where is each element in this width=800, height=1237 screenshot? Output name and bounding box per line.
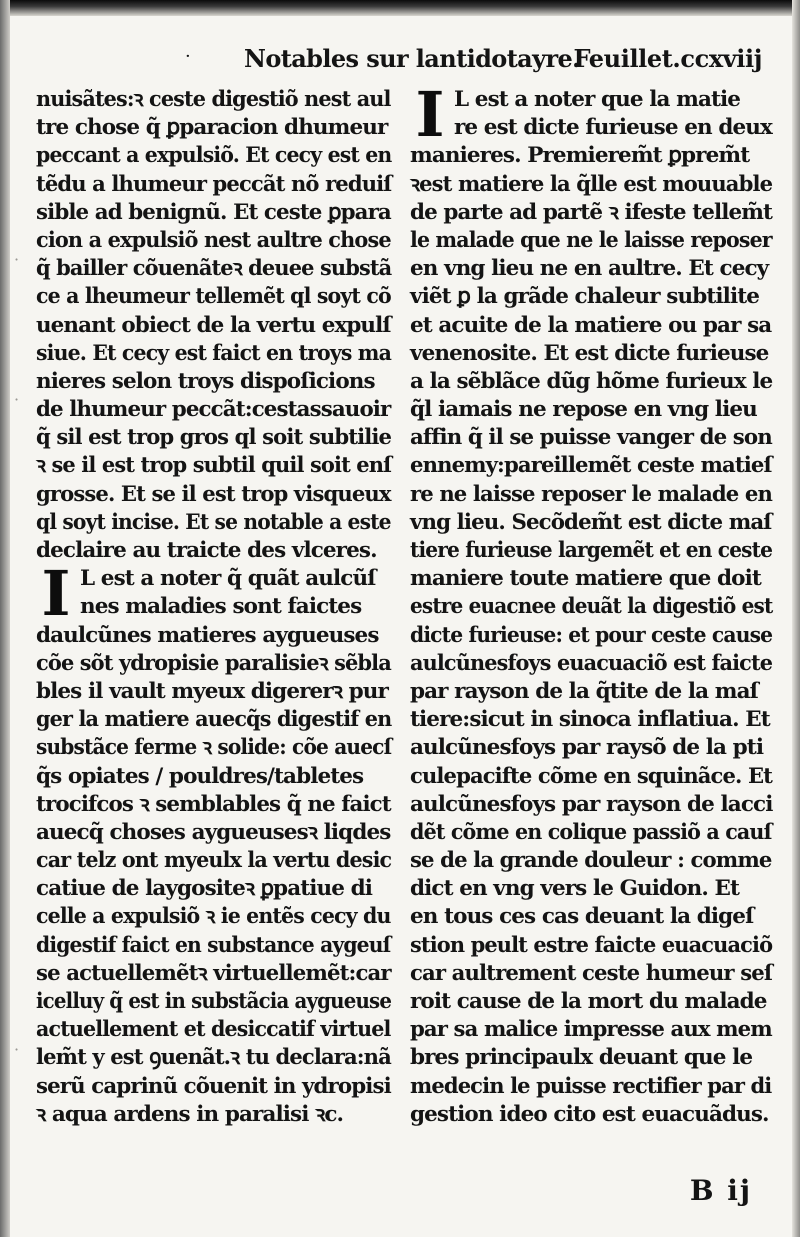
text-line: le malade que ne le laisse reposer [410,227,772,253]
text-line: ꝛ aqua ardens in paralisi ꝛc. [36,1101,344,1127]
text-line: q̃l iamais ne repose en vng lieu [410,397,757,423]
text-line: grosse. Et se il est trop visqueux [36,481,391,507]
right-column [410,78,773,1129]
text-line: L est a noter q̃ quãt aulcũſ [80,566,376,592]
text-line: aulcũnesfoys par raysõ de la pti [410,735,764,761]
right-paragraph-1-lines [410,142,772,1129]
text-line: lem̃t y est ꝯuenãt.ꝛ tu declara:nã [36,1045,391,1071]
text-line: daulcũnes matieres aygueuses [36,622,379,648]
scan-shadow-right [792,0,800,1237]
text-line: ꝛ se il est trop subtil quil soit enſ [36,453,392,479]
signature-mark: B ij [689,1174,752,1207]
text-line: se de la grande douleur : comme [410,848,772,874]
text-line: uenant obiect de la vertu expulſ [36,312,391,338]
text-line: medecin le puisse rectifier par di [410,1073,772,1099]
right-paragraph-1-indented-lines [410,78,772,151]
left-paragraph-2 [36,557,392,1129]
text-line: ger la matiere auecq̃s digestif en [36,707,392,733]
text-line: stion peult estre faicte euacuaciõ [410,932,773,958]
text-line: car telz ont myeulx la vertu desic [36,848,392,874]
text-line: digestif faict en substance aygeuſ [36,932,391,958]
text-line: nes maladies sont faictes [80,594,362,620]
left-paragraph-2-lines [36,622,391,1129]
text-line: affin q̃ il se puisse vanger de son [410,425,772,451]
margin-tick: · [14,250,20,269]
text-line: peccant a expulsiõ. Et cecy est en [36,143,392,169]
header-dot: · [185,46,191,67]
text-line: et acuite de la matiere ou par sa [410,312,772,338]
text-line: se actuellemẽtꝛ virtuellemẽt:car [36,960,391,986]
text-line: par sa malice impresse aux mem [410,1017,772,1043]
text-line: declaire au traicte des vlceres. [36,538,377,563]
text-line: q̃s opiates / pouldres/tabletes [36,763,364,789]
text-line: ql soyt incise. Et se notable a este [36,509,391,535]
folio-number: Feuillet.ccxviij [573,44,762,73]
text-line: en vng lieu ne en aultre. Et cecy [410,256,769,282]
text-line: L est a noter que la matie [454,87,741,112]
text-line: dẽt cõme en colique passiõ a cauſ [410,819,772,845]
left-column [36,86,391,1129]
text-line: dict en vng vers le Guidon. Et [410,876,740,902]
text-line: ennemy:pareillemẽt ceste matieſ [410,453,772,479]
text-line: siue. Et cecy est faict en troys ma [36,340,392,366]
text-line: dicte furieuse: et pour ceste cause [410,622,773,648]
scan-shadow-top [0,0,800,16]
text-line: cõe sõt ydropisie paralisieꝛ sẽbla [36,650,391,676]
text-line: ce a lheumeur tellemẽt ql soyt cõ [36,284,391,310]
text-line: tiere:sicut in sinoca inflatiua. Et [410,707,770,733]
left-paragraph-2-indented-lines [36,557,391,631]
text-line: tre chose q̃ ꝑparacion dhumeur [36,115,388,141]
text-line: icelluy q̃ est in substãcia aygueuse [36,989,392,1014]
text-line: en tous ces cas deuant la digeſ [410,904,754,930]
margin-tick: · [14,390,20,409]
text-line: viẽt ꝑ la grãde chaleur subtilite [410,284,760,310]
text-line: tiere furieuse largemẽt et en ceste [410,538,773,563]
text-line: gestion ideo cito est euacuãdus. [410,1101,769,1127]
text-line: q̃ sil est trop gros ql soit subtilie [36,425,392,451]
text-line: manieres. Premierem̃t ꝑprem̃t [410,143,750,169]
text-line: bles il vault myeux digererꝛ pur [36,678,388,704]
text-line: venenosite. Et est dicte furieuse [410,340,769,366]
running-title: Notables sur lantidotayre. [244,44,580,73]
text-line: de parte ad partẽ ꝛ ifeste tellem̃t [410,199,773,225]
text-line: estre euacnee deuãt la digestiõ est [410,594,773,620]
text-line: nieres selon troys dispoſicions [36,368,375,394]
right-paragraph-1 [410,78,773,1129]
text-line: re est dicte furieuse en deux [454,115,772,141]
text-line: aulcũnesfoys euacuaciõ est faicte [410,650,773,676]
drop-cap-initial: I [41,557,71,631]
text-line: maniere toute matiere que doit [410,566,761,592]
text-line: culepacifte cõme en squinãce. Et [410,763,773,789]
text-line: nuisãtes:ꝛ ceste digestiõ nest aul [36,87,391,112]
text-line: actuellement et desiccatif virtuel [36,1017,391,1043]
text-line: q̃ bailler cõuenãteꝛ deuee substã [36,256,392,282]
text-line: re ne laisse reposer le malade en [410,481,772,507]
text-line: a la sẽblãce dũg hõme furieux le [410,368,773,394]
text-line: bres principaulx deuant que le [410,1045,753,1071]
text-line: serũ caprinũ cõuenit in ydropisi [36,1073,391,1099]
text-line: par rayson de la q̃tite de la maſ [410,678,759,704]
text-line: auecq̃ choses aygueusesꝛ liqdes [36,819,391,845]
text-line: ꝛest matiere la q̃lle est mouuable [410,171,773,197]
text-line: sible ad benignũ. Et ceste ꝑpara [36,199,391,225]
text-line: aulcũnesfoys par rayson de lacci [410,791,773,817]
page-header [30,44,770,84]
left-paragraph-1 [36,86,391,565]
text-line: tẽdu a lhumeur peccãt nõ reduiſ [36,171,392,197]
drop-cap-initial: I [415,78,445,151]
text-line: substãce ferme ꝛ solide: cõe auecſ [36,735,392,761]
text-line: trocifcos ꝛ semblables q̃ ne faict [36,791,391,817]
text-line: vng lieu. Secõdem̃t est dicte maſ [410,509,772,535]
text-line: roit cause de la mort du malade [410,989,767,1014]
text-line: catiue de laygositeꝛ ꝑpatiue di [36,876,373,902]
text-line: de lhumeur peccãt:cestassauoir [36,397,391,423]
text-line: celle a expulsiõ ꝛ ie entẽs cecy du [36,904,391,930]
text-line: car aultrement ceste humeur seſ [410,960,773,986]
text-line: cion a expulsiõ nest aultre chose [36,227,391,253]
margin-tick: · [14,1040,20,1059]
scan-shadow-left [0,0,10,1237]
